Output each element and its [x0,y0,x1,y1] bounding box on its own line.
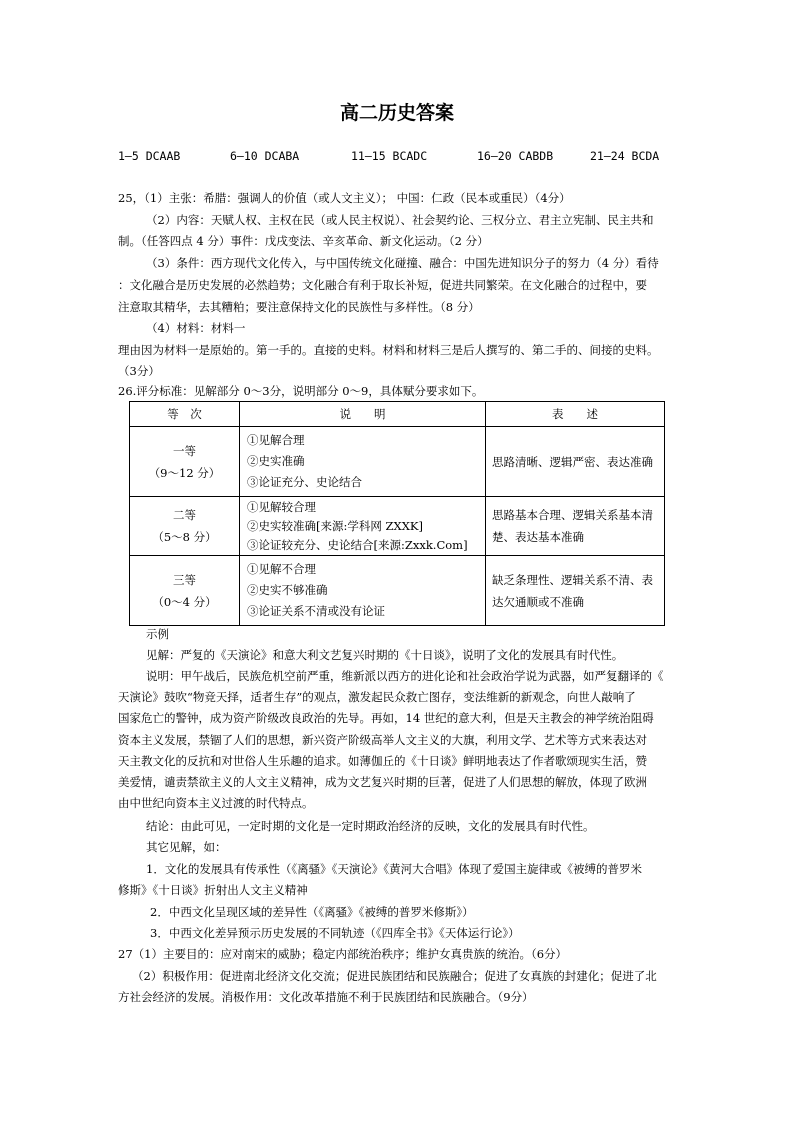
criteria-item: ③论证较充分、史论结合[来源:Zxxk.Com] [247,538,468,552]
example-explanation-line: 资本主义发展，禁锢了人们的思想，新兴资产阶级高举人文主义的大旗，利用文学、艺术等方式来表达对 [118,733,647,747]
tier-name: 一等 [173,443,196,458]
example-explanation-line: 美爱情，谴责禁欲主义的人文主义精神，成为文艺复兴时期的巨著，促进了人们思想的解放，体现了欧洲 [118,775,647,789]
tier-score: （5～8 分） [152,530,217,544]
expression-cell [486,556,665,626]
example-explanation-line: 天主教文化的反抗和对世俗人生乐趣的追求。如薄伽丘的《十日谈》鲜明地表达了作者歌颂现实生活，赞 [118,754,647,768]
criteria-item: ②史实不够准确 [247,583,328,597]
criteria-item: ③论证关系不清或没有论证 [247,604,385,618]
expression-text: 思路清晰、逻辑严密、表达准确 [492,454,653,469]
mc-answer-group: 21—24 BCDA [590,149,660,163]
example-view: 见解：严复的《天演论》和意大利文艺复兴时期的《十日谈》，说明了文化的发展具有时代性。 [146,648,624,662]
criteria-cell [240,427,486,497]
q25-line: （2）内容：天赋人权、主权在民（或人民主权说）、社会契约论、三权分立、君主立宪制、民主共和 [146,213,654,227]
page-title: 高二历史答案 [339,102,454,124]
q25-line: （3分） [118,364,160,378]
tier-cell [130,427,240,497]
tier-cell [130,556,240,626]
criteria-cell [240,497,486,556]
example-explanation-line: 国家危亡的警钟，成为资产阶级改良政治的先导。再如，14 世纪的意大利，但是天主教会的神学统治阻碍 [118,711,654,725]
example-explanation-line: 由中世纪向资本主义过渡的时代特点。 [118,796,314,810]
expression-cell [486,497,665,556]
mc-answer-group: 6—10 DCABA [230,149,300,163]
tier-cell [130,497,240,556]
column-header: 等 次 [130,402,240,427]
criteria-item: ①见解不合理 [247,562,316,576]
expression-text: 思路基本合理、逻辑关系基本清楚、表达基本准确 [492,508,653,544]
tier-score: （0～4 分） [152,594,217,609]
criteria-item: ①见解较合理 [247,500,316,514]
q25-line: （4）材料：材料一 [146,321,246,335]
criteria-cell [240,556,486,626]
tier-name: 二等 [173,508,196,522]
q26-intro: 26.评分标准：见解部分 0～3分，说明部分 0～9，具体赋分要求如下。 [118,384,484,398]
q27-line: （2）积极作用：促进南北经济文化交流；促进民族团结和民族融合；促进了女真族的封建化；促进了北 [132,969,657,983]
column-header: 说 明 [240,402,486,427]
expression-cell [486,427,665,497]
q25-line: 25，（1）主张：希腊：强调人的价值（或人文主义）； 中国：仁政（民本或重民）（4分） [118,191,571,205]
example-explanation-line: 天演论》鼓吹“物竞天择，适者生存”的观点，激发起民众救亡图存，变法维新的新观念，向世人敲响了 [118,690,636,704]
scoring-rubric-table [129,401,665,626]
example-label: 示例 [146,627,169,641]
table-row [130,497,665,556]
mc-answer-group: 11—15 BCADC [351,149,428,163]
other-view-item: 2．中西文化呈现区域的差异性（《离骚》《被缚的普罗米修斯》） [150,905,474,919]
q27-line: 方社会经济的发展。消极作用：文化改革措施不利于民族团结和民族融合。（9分） [118,990,534,1004]
q27-line: 27（1）主要目的：应对南宋的威胁；稳定内部统治秩序；维护女真贵族的统治。（6分） [118,947,568,961]
expression-text: 缺乏条理性、逻辑关系不清、表达欠通顺或不准确 [492,572,653,609]
table-row [130,427,665,497]
criteria-item: ③论证充分、史论结合 [247,475,362,489]
q25-line: （3）条件：西方现代文化传入，与中国传统文化碰撞、融合：中国先进知识分子的努力（4 分）看待 [146,256,659,270]
criteria-item: ②史实较准确[来源:学科网 ZXXK] [247,519,423,533]
example-explanation-line: 说明：甲午战后，民族危机空前严重，维新派以西方的进化论和社会政治学说为武器，如严复翻译的《 [146,669,664,683]
example-conclusion: 结论：由此可见，一定时期的文化是一定时期政治经济的反映，文化的发展具有时代性。 [146,819,595,833]
table-header-row [130,402,665,427]
mc-answer-group: 1—5 DCAAB [118,149,181,163]
q25-line: 理由因为材料一是原始的。第一手的。直接的史料。材料和材料三是后人撰写的、第二手的、间接的史料。 [118,343,659,357]
other-views-label: 其它见解，如： [146,840,227,854]
tier-score: （9～12 分） [148,465,221,480]
mc-answer-group: 16—20 CABDB [477,149,554,163]
criteria-item: ②史实准确 [247,454,305,468]
criteria-item: ①见解合理 [247,433,305,447]
other-view-item: 1．文化的发展具有传承性（《离骚》《天演论》《黄河大合唱》体现了爱国主旋律或《被缚的普罗米 [146,862,643,876]
q25-line: 制。（任答四点 4 分）事件：戊戌变法、辛亥革命、新文化运动。（2 分） [118,234,489,248]
table-row [130,556,665,626]
q25-line: 注意取其精华，去其糟粕；要注意保持文化的民族性与多样性。（8 分） [118,300,480,314]
other-view-item: 修斯》《十日谈》折射出人文主义精神 [118,883,308,897]
column-header: 表 述 [486,402,665,427]
other-view-item: 3．中西文化差异预示历史发展的不同轨迹（《四库全书》《天体运行论》） [150,926,520,940]
q25-line: ：文化融合是历史发展的必然趋势；文化融合有利于取长补短，促进共同繁荣。在文化融合的过程中，要 [118,278,647,292]
tier-name: 三等 [173,572,196,587]
